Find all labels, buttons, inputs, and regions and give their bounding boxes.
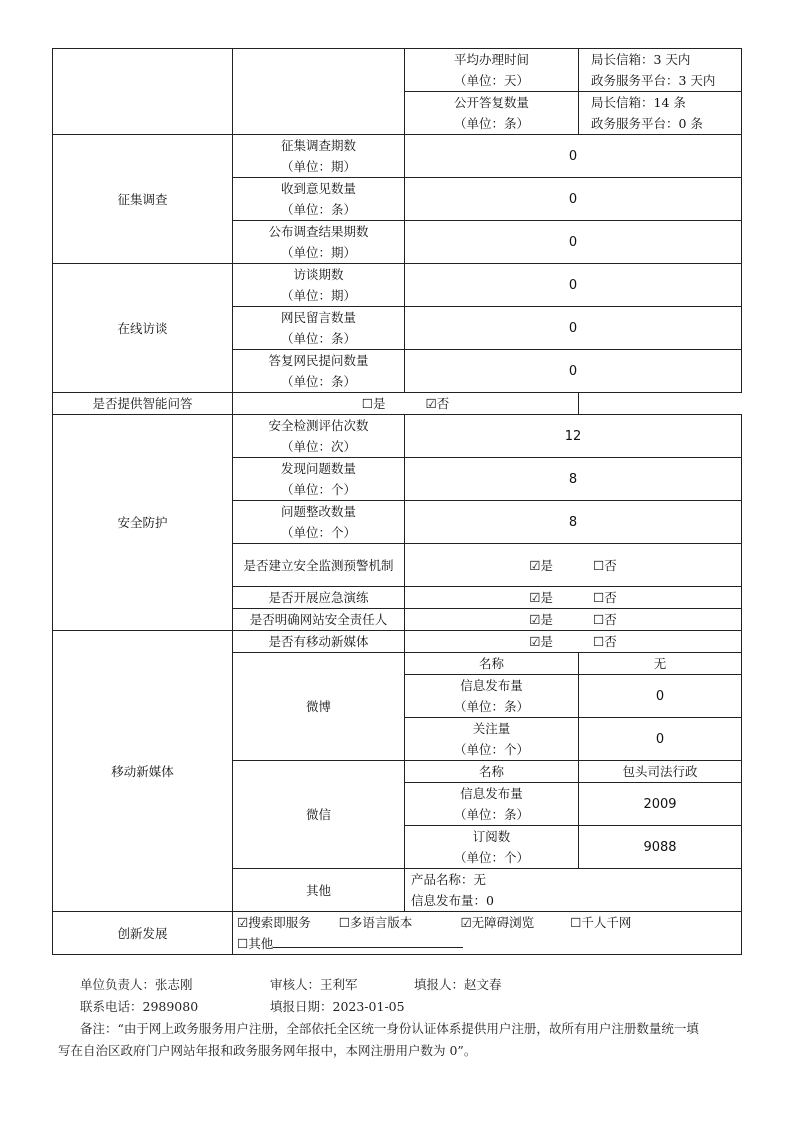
reviewer: 审核人：王利军 (270, 977, 358, 992)
survey-value: 0 (405, 135, 742, 178)
other-title: 其他 (233, 869, 405, 912)
responsible-no-checkbox[interactable]: ☐否 (593, 612, 617, 627)
innovation-other-blank[interactable] (273, 933, 463, 948)
survey-label: 公布调查结果期数 （单位：期） (233, 221, 405, 264)
wechat-name-label: 名称 (405, 761, 579, 783)
security-value: 8 (405, 458, 742, 501)
mobile-yes-checkbox[interactable]: ☑是 (529, 634, 553, 649)
footer-signatures (58, 974, 748, 1062)
security-check-options (405, 609, 742, 631)
security-check-label: 是否明确网站安全责任人 (233, 609, 405, 631)
note-line-2: 写在自治区政府门户网站年报和政务服务网年报中，本网注册用户数为 0”。 (58, 1043, 477, 1058)
warning-yes-checkbox[interactable]: ☑是 (529, 557, 553, 573)
weibo-label: 信息发布量 （单位：条） (405, 675, 579, 718)
weibo-name-value: 无 (579, 653, 742, 675)
smart-qa-yes-checkbox[interactable]: ☐是 (361, 396, 386, 411)
interview-label: 访谈期数 （单位：期） (233, 264, 405, 307)
interview-label: 网民留言数量 （单位：条） (233, 307, 405, 350)
interview-title: 在线访谈 (53, 264, 233, 393)
wechat-value: 9088 (579, 826, 742, 869)
mobile-no-checkbox[interactable]: ☐否 (593, 634, 617, 649)
security-value: 8 (405, 501, 742, 544)
interview-value: 0 (405, 350, 742, 393)
other-info: 产品名称：无 信息发布量：0 (405, 869, 742, 912)
row-reply-count-label: 公开答复数量 （单位：条） (405, 92, 579, 135)
weibo-value: 0 (579, 718, 742, 761)
survey-label: 收到意见数量 （单位：条） (233, 178, 405, 221)
survey-value: 0 (405, 178, 742, 221)
smart-qa-label: 是否提供智能问答 (53, 393, 233, 415)
row-reply-count-value: 局长信箱：14 条 政务服务平台：0 条 (579, 92, 742, 135)
smart-qa-no-checkbox[interactable]: ☑否 (425, 396, 450, 411)
mobile-has-label: 是否有移动新媒体 (233, 631, 405, 653)
security-label: 发现问题数量 （单位：个） (233, 458, 405, 501)
interview-value: 0 (405, 307, 742, 350)
security-label: 问题整改数量 （单位：个） (233, 501, 405, 544)
security-check-options (405, 544, 742, 587)
mobile-title: 移动新媒体 (53, 631, 233, 912)
smart-qa-options (233, 393, 579, 415)
innovation-option-checkbox[interactable]: ☑无障碍浏览 (460, 915, 535, 930)
wechat-value: 2009 (579, 783, 742, 826)
wechat-label: 信息发布量 （单位：条） (405, 783, 579, 826)
innovation-title: 创新发展 (53, 912, 233, 955)
row-avg-time-value: 局长信箱：3 天内 政务服务平台：3 天内 (579, 49, 742, 92)
wechat-name-value: 包头司法行政 (579, 761, 742, 783)
security-check-label: 是否建立安全监测预警机制 (233, 544, 405, 587)
wechat-title: 微信 (233, 761, 405, 869)
row-avg-time-label: 平均办理时间 （单位：天） (405, 49, 579, 92)
weibo-name-label: 名称 (405, 653, 579, 675)
report-date: 填报日期：2023-01-05 (270, 999, 405, 1014)
unit-head: 单位负责人：张志刚 (80, 977, 193, 992)
innovation-other-checkbox[interactable]: ☐其他 (237, 936, 274, 951)
weibo-label: 关注量 （单位：个） (405, 718, 579, 761)
responsible-yes-checkbox[interactable]: ☑是 (529, 612, 553, 627)
contact-phone: 联系电话：2989080 (80, 999, 199, 1014)
security-check-label: 是否开展应急演练 (233, 587, 405, 609)
filler: 填报人：赵文春 (414, 977, 502, 992)
note-line-1: 备注：“由于网上政务服务用户注册，全部依托全区统一身份认证体系提供用户注册，故所有用户注册数量统一填 (80, 1021, 699, 1036)
security-value: 12 (405, 415, 742, 458)
security-check-options (405, 587, 742, 609)
security-title: 安全防护 (53, 415, 233, 631)
weibo-title: 微博 (233, 653, 405, 761)
drill-no-checkbox[interactable]: ☐否 (593, 590, 617, 605)
interview-value: 0 (405, 264, 742, 307)
survey-label: 征集调查期数 （单位：期） (233, 135, 405, 178)
security-label: 安全检测评估次数 （单位：次） (233, 415, 405, 458)
warning-no-checkbox[interactable]: ☐否 (593, 557, 617, 573)
survey-value: 0 (405, 221, 742, 264)
innovation-option-checkbox[interactable]: ☑搜索即服务 (237, 915, 311, 930)
mobile-has-options (405, 631, 742, 653)
innovation-options (233, 912, 742, 955)
interview-label: 答复网民提问数量 （单位：条） (233, 350, 405, 393)
section-blank (53, 49, 233, 135)
drill-yes-checkbox[interactable]: ☑是 (529, 590, 553, 605)
report-table (52, 48, 742, 955)
weibo-value: 0 (579, 675, 742, 718)
innovation-option-checkbox[interactable]: ☐千人千网 (570, 915, 632, 930)
innovation-option-checkbox[interactable]: ☐多语言版本 (338, 915, 413, 930)
subsection-blank (233, 49, 405, 135)
wechat-label: 订阅数 （单位：个） (405, 826, 579, 869)
survey-title: 征集调查 (53, 135, 233, 264)
